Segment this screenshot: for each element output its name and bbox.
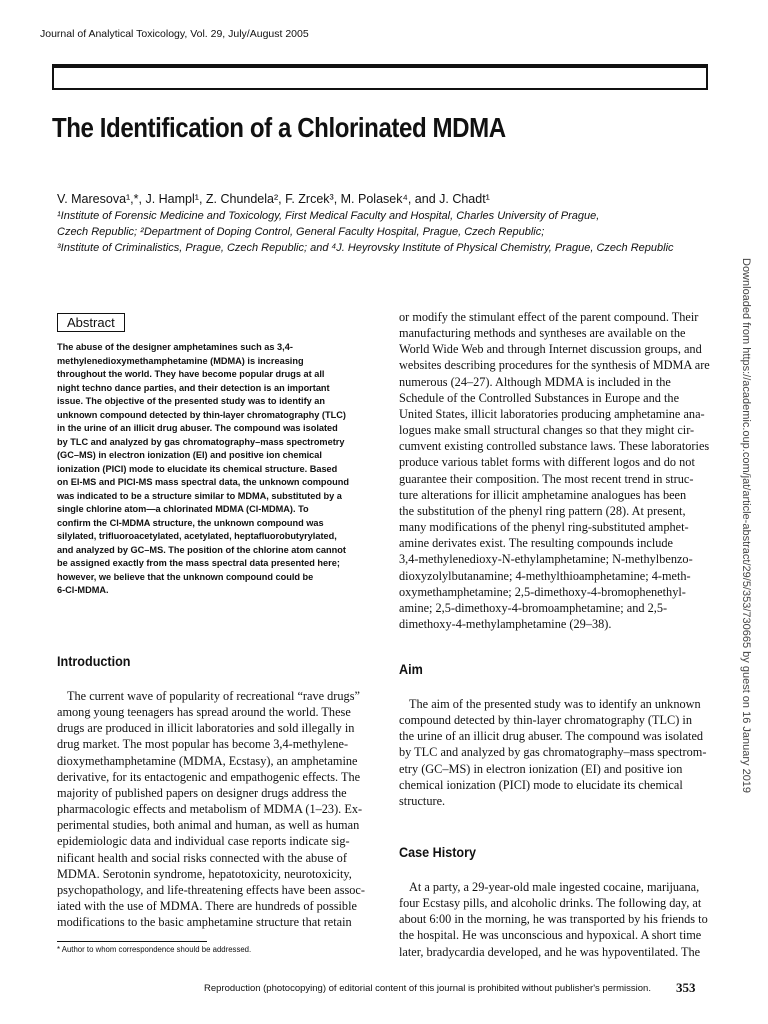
text-line: the hospital. He was unconscious and hypoxical. A short time: [399, 928, 702, 943]
text-line: by TLC and analyzed by gas chromatography–mass spectrometry: [57, 436, 345, 447]
page-number: 353: [676, 980, 696, 995]
text-line: four Ecstasy pills, and alcoholic drinks. The following day, at: [399, 896, 702, 911]
download-side-note: Downloaded from https://academic.oup.com/jat/article-abstract/29/5/353/730665 by guest on 16 January 2019: [740, 258, 752, 794]
text-line: throughout the world. They have become popular drugs at all: [57, 369, 325, 379]
text-line: methylenedioxymethamphetamine (MDMA) is increasing: [57, 355, 304, 366]
text-line: 3,4-methylenedioxy-N-ethylamphetamine; N-methylbenzo-: [399, 552, 693, 567]
text-line: cumvent existing controlled substance laws. These laboratories: [399, 439, 710, 454]
text-line: and analyzed by GC–MS. The position of the chlorine atom cannot: [57, 544, 346, 555]
text-line: many modifications of the phenyl ring-substituted amphet-: [399, 520, 689, 535]
text-line: derivative, for its entactogenic and empathogenic effects. The: [57, 769, 361, 784]
text-line: dioxymethamphetamine (MDMA, Ecstasy), an amphetamine: [57, 753, 358, 768]
text-line: issue. The objective of the presented study was to identify an: [57, 396, 326, 406]
text-line: MDMA. Serotonin syndrome, hepatotoxicity, neurotoxicity,: [57, 866, 352, 881]
text-line: drugs are produced in illicit laboratories and sold illegally in: [57, 721, 355, 736]
text-line: be assigned exactly from the mass spectral data presented here;: [57, 558, 340, 568]
text-line: oxymethamphetamine; 2,5-dimethoxy-4-bromophenethyl-: [399, 584, 686, 599]
text-line: dimethoxy-4-methylamphetamine (29–38).: [399, 616, 612, 631]
text-line: 6-Cl-MDMA.: [57, 585, 109, 595]
text-line: psychopathology, and life-threatening effects have been assoc-: [57, 882, 365, 897]
text-line: on EI-MS and PICI-MS mass spectral data, the unknown compound: [57, 477, 349, 487]
affiliation-line: Czech Republic; ²Department of Doping Control, General Faculty Hospital, Prague, Czech Republic;: [57, 226, 545, 238]
text-line: was indicated to be a structure similar to MDMA, substituted by a: [57, 490, 342, 501]
introduction-heading: Introduction: [57, 653, 131, 669]
abstract-heading: Abstract: [57, 313, 125, 332]
text-line: about 6:00 in the morning, he was transported by his friends to: [399, 912, 708, 927]
text-line: ture alterations for illicit amphetamine analogues has been: [399, 487, 687, 502]
text-line: silylated, trifluoroacetylated, acetylated, heptafluorobutyrylated,: [57, 531, 337, 541]
text-line: The aim of the presented study was to identify an unknown: [409, 697, 701, 711]
text-line: The current wave of popularity of recreational “rave drugs”: [67, 689, 360, 703]
footnote: * Author to whom correspondence should be addressed.: [57, 945, 252, 954]
aim-heading: Aim: [399, 661, 423, 677]
text-line: among young teenagers has spread around the world. These: [57, 705, 351, 720]
text-line: manufacturing methods and syntheses are available on the: [399, 326, 686, 341]
text-line: by TLC and analyzed by gas chromatography–mass spectrom-: [399, 745, 707, 760]
text-line: drug market. The most popular has become 3,4-methylene-: [57, 737, 349, 752]
text-line: epidemiologic data and individual case reports indicate sig-: [57, 834, 350, 849]
text-line: United States, illicit laboratories producing amphetamine ana-: [399, 406, 705, 421]
text-line: majority of published papers on designer drugs address the: [57, 785, 347, 800]
text-line: night techno dance parties, and their detection is an important: [57, 382, 330, 393]
text-line: or modify the stimulant effect of the parent compound. Their: [399, 310, 699, 324]
text-line: modifications to the basic amphetamine structure that retain: [57, 915, 352, 930]
text-line: numerous (24–27). Although MDMA is included in the: [399, 374, 671, 389]
text-line: unknown compound detected by thin-layer chromatography (TLC): [57, 409, 346, 420]
text-line: the substitution of the phenyl ring pattern (28). At present,: [399, 503, 686, 518]
text-line: however, we believe that the unknown compound could be: [57, 571, 314, 582]
running-head: Journal of Analytical Toxicology, Vol. 29, July/August 2005: [40, 28, 309, 40]
text-line: confirm the Cl-MDMA structure, the unknown compound was: [57, 517, 324, 528]
text-line: websites describing procedures for the synthesis of MDMA are: [399, 358, 710, 373]
text-line: in the urine of an illicit drug abuser. The compound was isolated: [57, 423, 338, 433]
text-line: logues make small structural changes so that they might cir-: [399, 423, 695, 438]
affiliation-line: ¹Institute of Forensic Medicine and Toxicology, First Medical Faculty and Hospital, Charles University of Prague,: [57, 210, 600, 222]
text-line: etry (GC–MS) in electron ionization (EI) and positive ion: [399, 761, 683, 776]
aim-body: [399, 696, 706, 809]
text-line: later, bradycardia developed, and he was hypoventilated. The: [399, 944, 701, 959]
right-column-body: [399, 309, 710, 632]
text-line: the urine of an illicit drug abuser. The compound was isolated: [399, 729, 704, 744]
header-rule-box: [52, 64, 708, 90]
text-line: iated with the use of MDMA. There are hundreds of possible: [57, 899, 357, 914]
case-history-body: [399, 879, 708, 960]
page-footer: Reproduction (photocopying) of editorial content of this journal is prohibited without publisher's permission.: [204, 983, 651, 994]
text-line: ionization (PICI) mode to elucidate its chemical structure. Based: [57, 463, 338, 474]
text-line: World Wide Web and through Internet discussion groups, and: [399, 342, 702, 357]
text-line: single chlorine atom—a chlorinated MDMA (Cl-MDMA). To: [57, 504, 309, 514]
text-line: compound detected by thin-layer chromatography (TLC) in: [399, 713, 692, 728]
case-history-heading: Case History: [399, 844, 477, 860]
introduction-body: [57, 688, 365, 930]
text-line: pharmacologic effects and metabolism of MDMA (1–23). Ex-: [57, 802, 363, 817]
author-list: V. Maresova¹,*, J. Hampl¹, Z. Chundela², F. Zrcek³, M. Polasek⁴, and J. Chadt¹: [57, 192, 490, 206]
text-line: guarantee their composition. The most recent trend in struc-: [399, 471, 694, 486]
affiliation-line: ³Institute of Criminalistics, Prague, Czech Republic; and ⁴J. Heyrovsky Institute of Physical Chemistry, Prague, Czech Republic: [57, 242, 674, 254]
article-title: The Identification of a Chlorinated MDMA: [52, 112, 506, 143]
text-line: The abuse of the designer amphetamines such as 3,4-: [57, 342, 293, 352]
text-line: produce various tablet forms with different logos and do not: [399, 455, 695, 470]
text-line: perimental studies, both animal and human, as well as human: [57, 818, 360, 833]
text-line: chemical ionization (PICI) mode to elucidate its chemical: [399, 777, 683, 792]
text-line: structure.: [399, 793, 446, 808]
text-line: Schedule of the Controlled Substances in Europe and the: [399, 390, 680, 405]
abstract-body: [57, 341, 369, 598]
text-line: amine; 2,5-dimethoxy-4-bromoamphetamine; and 2,5-: [399, 600, 668, 615]
text-line: (GC–MS) in electron ionization (EI) and positive ion chemical: [57, 450, 322, 460]
text-line: At a party, a 29-year-old male ingested cocaine, marijuana,: [409, 880, 700, 894]
text-line: dioxyzolylbutanamine; 4-methylthioamphetamine; 4-meth-: [399, 568, 691, 583]
text-line: nificant health and social risks connected with the abuse of: [57, 850, 347, 865]
text-line: amine derivates exist. The resulting compounds include: [399, 536, 673, 551]
footnote-rule: [57, 941, 207, 942]
